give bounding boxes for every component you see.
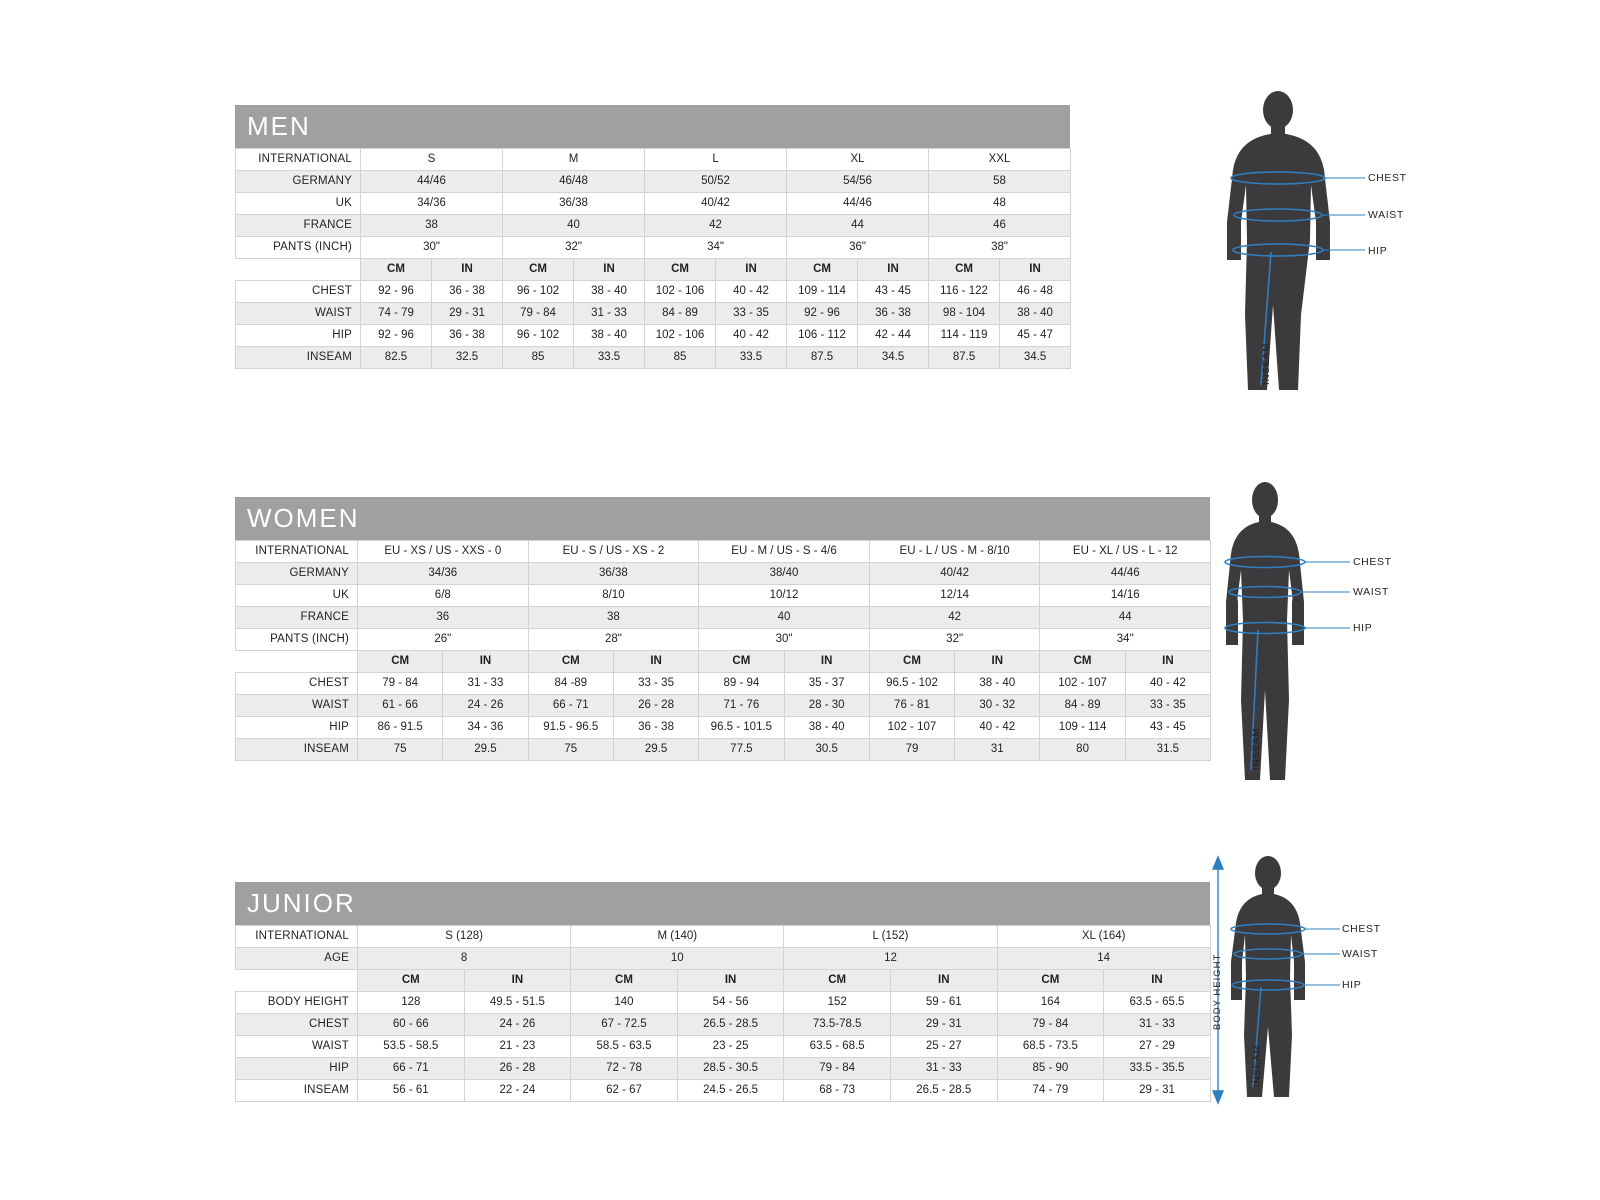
cell: 21 - 23 — [464, 1035, 571, 1057]
unit-cell: IN — [1104, 969, 1211, 991]
cell: 42 — [869, 606, 1040, 628]
cell: 84 - 89 — [1040, 694, 1125, 716]
cell: 31 - 33 — [1104, 1013, 1211, 1035]
unit-cell: CM — [503, 258, 574, 280]
women-size-chart — [235, 497, 1210, 761]
cell: 32.5 — [432, 346, 503, 368]
junior-title: JUNIOR — [235, 882, 1210, 925]
cell: 8/10 — [528, 584, 699, 606]
unit-cell: IN — [443, 650, 528, 672]
cell: 38 - 40 — [784, 716, 869, 738]
unit-row — [236, 258, 1071, 280]
cell: 67 - 72.5 — [571, 1013, 678, 1035]
cell: 40/42 — [869, 562, 1040, 584]
table-row — [236, 628, 1211, 650]
cell: 31 - 33 — [574, 302, 645, 324]
cell: 38" — [929, 236, 1071, 258]
unit-cell: CM — [358, 650, 443, 672]
cell: 36/38 — [528, 562, 699, 584]
table-row — [236, 584, 1211, 606]
cell: L — [645, 148, 787, 170]
cell: 86 - 91.5 — [358, 716, 443, 738]
cell: 46/48 — [503, 170, 645, 192]
unit-cell: IN — [574, 258, 645, 280]
table-row — [236, 214, 1071, 236]
cell: 26" — [358, 628, 529, 650]
cell: 50/52 — [645, 170, 787, 192]
cell: XL — [787, 148, 929, 170]
table-row — [236, 346, 1071, 368]
table-row — [236, 738, 1211, 760]
cell: 114 - 119 — [929, 324, 1000, 346]
unit-cell: CM — [528, 650, 613, 672]
table-row — [236, 170, 1071, 192]
cell: 30.5 — [784, 738, 869, 760]
cell: 26.5 - 28.5 — [677, 1013, 784, 1035]
men-waist-label: WAIST — [1368, 209, 1404, 221]
cell: 79 - 84 — [784, 1057, 891, 1079]
cell: 116 - 122 — [929, 280, 1000, 302]
junior-size-chart — [235, 882, 1210, 1102]
cell: 85 — [645, 346, 716, 368]
row-label: CHEST — [236, 280, 361, 302]
cell: 96 - 102 — [503, 324, 574, 346]
unit-row — [236, 650, 1211, 672]
table-row — [236, 1057, 1211, 1079]
junior-figure — [1200, 855, 1390, 1105]
men-chest-label: CHEST — [1368, 172, 1407, 184]
unit-cell: CM — [929, 258, 1000, 280]
cell: 76 - 81 — [869, 694, 954, 716]
spacer-cell — [236, 969, 358, 991]
cell: 96.5 - 101.5 — [699, 716, 784, 738]
row-label: FRANCE — [236, 606, 358, 628]
cell: 44 — [1040, 606, 1211, 628]
unit-cell: CM — [997, 969, 1104, 991]
cell: EU - XS / US - XXS - 0 — [358, 540, 529, 562]
cell: 82.5 — [361, 346, 432, 368]
unit-cell: IN — [955, 650, 1040, 672]
unit-cell: CM — [787, 258, 858, 280]
cell: 30" — [361, 236, 503, 258]
cell: 32" — [869, 628, 1040, 650]
cell: 10 — [571, 947, 784, 969]
row-label: HIP — [236, 1057, 358, 1079]
unit-cell: IN — [613, 650, 698, 672]
cell: 152 — [784, 991, 891, 1013]
cell: 46 — [929, 214, 1071, 236]
table-row — [236, 947, 1211, 969]
cell: 32" — [503, 236, 645, 258]
cell: 33 - 35 — [716, 302, 787, 324]
cell: 40/42 — [645, 192, 787, 214]
cell: 54 - 56 — [677, 991, 784, 1013]
cell: 38 — [528, 606, 699, 628]
cell: 46 - 48 — [1000, 280, 1071, 302]
men-size-chart — [235, 105, 1070, 369]
table-row — [236, 562, 1211, 584]
table-row — [236, 1013, 1211, 1035]
row-label: PANTS (INCH) — [236, 628, 358, 650]
cell: 12 — [784, 947, 997, 969]
cell: 28" — [528, 628, 699, 650]
cell: 71 - 76 — [699, 694, 784, 716]
unit-cell: CM — [571, 969, 678, 991]
cell: L (152) — [784, 925, 997, 947]
cell: 34.5 — [1000, 346, 1071, 368]
spacer-cell — [236, 650, 358, 672]
cell: 102 - 106 — [645, 324, 716, 346]
table-row — [236, 280, 1071, 302]
junior-waist-label: WAIST — [1342, 948, 1378, 960]
cell: 128 — [358, 991, 465, 1013]
unit-cell: CM — [699, 650, 784, 672]
cell: 85 - 90 — [997, 1057, 1104, 1079]
cell: S (128) — [358, 925, 571, 947]
table-row — [236, 991, 1211, 1013]
cell: 92 - 96 — [361, 324, 432, 346]
cell: EU - M / US - S - 4/6 — [699, 540, 870, 562]
cell: 6/8 — [358, 584, 529, 606]
cell: 77.5 — [699, 738, 784, 760]
cell: S — [361, 148, 503, 170]
cell: 102 - 107 — [869, 716, 954, 738]
cell: M (140) — [571, 925, 784, 947]
cell: 66 - 71 — [528, 694, 613, 716]
cell: 38 — [361, 214, 503, 236]
cell: 28 - 30 — [784, 694, 869, 716]
cell: 66 - 71 — [358, 1057, 465, 1079]
cell: 140 — [571, 991, 678, 1013]
cell: 96 - 102 — [503, 280, 574, 302]
cell: XL (164) — [997, 925, 1210, 947]
cell: 24 - 26 — [443, 694, 528, 716]
cell: 36/38 — [503, 192, 645, 214]
unit-cell: IN — [432, 258, 503, 280]
cell: EU - S / US - XS - 2 — [528, 540, 699, 562]
unit-cell: IN — [1000, 258, 1071, 280]
cell: 31 - 33 — [443, 672, 528, 694]
cell: 34" — [645, 236, 787, 258]
row-label: INSEAM — [236, 346, 361, 368]
cell: 48 — [929, 192, 1071, 214]
cell: 33.5 - 35.5 — [1104, 1057, 1211, 1079]
row-label: BODY HEIGHT — [236, 991, 358, 1013]
row-label: CHEST — [236, 672, 358, 694]
row-label: INTERNATIONAL — [236, 148, 361, 170]
cell: 102 - 106 — [645, 280, 716, 302]
cell: 72 - 78 — [571, 1057, 678, 1079]
cell: 49.5 - 51.5 — [464, 991, 571, 1013]
cell: 33.5 — [574, 346, 645, 368]
cell: 92 - 96 — [361, 280, 432, 302]
cell: 106 - 112 — [787, 324, 858, 346]
row-label: UK — [236, 584, 358, 606]
table-row — [236, 925, 1211, 947]
cell: 25 - 27 — [890, 1035, 997, 1057]
cell: 87.5 — [787, 346, 858, 368]
row-label: PANTS (INCH) — [236, 236, 361, 258]
cell: 12/14 — [869, 584, 1040, 606]
cell: 36" — [787, 236, 929, 258]
women-waist-label: WAIST — [1353, 586, 1389, 598]
junior-chest-label: CHEST — [1342, 923, 1381, 935]
unit-cell: IN — [890, 969, 997, 991]
cell: 23 - 25 — [677, 1035, 784, 1057]
table-row — [236, 302, 1071, 324]
cell: 79 - 84 — [358, 672, 443, 694]
cell: 109 - 114 — [1040, 716, 1125, 738]
cell: 29 - 31 — [432, 302, 503, 324]
unit-cell: CM — [1040, 650, 1125, 672]
cell: 109 - 114 — [787, 280, 858, 302]
cell: 80 — [1040, 738, 1125, 760]
cell: 33 - 35 — [1125, 694, 1210, 716]
row-label: HIP — [236, 716, 358, 738]
cell: 44/46 — [1040, 562, 1211, 584]
row-label: WAIST — [236, 302, 361, 324]
cell: 96.5 - 102 — [869, 672, 954, 694]
cell: 40 - 42 — [955, 716, 1040, 738]
cell: 73.5-78.5 — [784, 1013, 891, 1035]
table-row — [236, 540, 1211, 562]
cell: 79 - 84 — [997, 1013, 1104, 1035]
cell: 34/36 — [358, 562, 529, 584]
cell: 84 -89 — [528, 672, 613, 694]
row-label: INSEAM — [236, 1079, 358, 1101]
cell: 91.5 - 96.5 — [528, 716, 613, 738]
cell: 40 - 42 — [1125, 672, 1210, 694]
cell: 14/16 — [1040, 584, 1211, 606]
cell: 58.5 - 63.5 — [571, 1035, 678, 1057]
cell: 29 - 31 — [890, 1013, 997, 1035]
cell: 24.5 - 26.5 — [677, 1079, 784, 1101]
table-row — [236, 236, 1071, 258]
cell: 40 - 42 — [716, 324, 787, 346]
men-figure — [1215, 90, 1407, 400]
junior-body-illustration — [1200, 855, 1390, 1105]
unit-cell: IN — [784, 650, 869, 672]
cell: 44/46 — [361, 170, 503, 192]
cell: 56 - 61 — [358, 1079, 465, 1101]
row-label: GERMANY — [236, 170, 361, 192]
women-hip-label: HIP — [1353, 622, 1373, 634]
cell: 36 - 38 — [432, 324, 503, 346]
women-inseam-label: INSEAM — [1251, 727, 1262, 770]
cell: 24 - 26 — [464, 1013, 571, 1035]
women-body-illustration — [1210, 480, 1380, 790]
row-label: HIP — [236, 324, 361, 346]
unit-cell: IN — [1125, 650, 1210, 672]
cell: 34" — [1040, 628, 1211, 650]
women-table — [235, 540, 1211, 761]
row-label: CHEST — [236, 1013, 358, 1035]
cell: 63.5 - 65.5 — [1104, 991, 1211, 1013]
cell: 42 — [645, 214, 787, 236]
cell: 53.5 - 58.5 — [358, 1035, 465, 1057]
cell: EU - L / US - M - 8/10 — [869, 540, 1040, 562]
unit-cell: CM — [645, 258, 716, 280]
cell: 89 - 94 — [699, 672, 784, 694]
cell: 40 — [503, 214, 645, 236]
cell: 36 — [358, 606, 529, 628]
unit-cell: IN — [858, 258, 929, 280]
spacer-cell — [236, 258, 361, 280]
row-label: UK — [236, 192, 361, 214]
cell: 42 - 44 — [858, 324, 929, 346]
cell: 33 - 35 — [613, 672, 698, 694]
cell: 10/12 — [699, 584, 870, 606]
row-label: GERMANY — [236, 562, 358, 584]
cell: 22 - 24 — [464, 1079, 571, 1101]
women-chest-label: CHEST — [1353, 556, 1392, 568]
cell: 74 - 79 — [997, 1079, 1104, 1101]
unit-cell: IN — [464, 969, 571, 991]
unit-cell: CM — [358, 969, 465, 991]
cell: 85 — [503, 346, 574, 368]
cell: 61 - 66 — [358, 694, 443, 716]
cell: 43 - 45 — [1125, 716, 1210, 738]
cell: 8 — [358, 947, 571, 969]
junior-table — [235, 925, 1211, 1102]
cell: 26 - 28 — [464, 1057, 571, 1079]
cell: 44 — [787, 214, 929, 236]
cell: 40 — [699, 606, 870, 628]
cell: 98 - 104 — [929, 302, 1000, 324]
cell: 36 - 38 — [432, 280, 503, 302]
cell: 43 - 45 — [858, 280, 929, 302]
table-row — [236, 606, 1211, 628]
table-row — [236, 1035, 1211, 1057]
unit-cell: IN — [716, 258, 787, 280]
cell: 29.5 — [613, 738, 698, 760]
cell: 27 - 29 — [1104, 1035, 1211, 1057]
cell: 45 - 47 — [1000, 324, 1071, 346]
row-label: WAIST — [236, 694, 358, 716]
cell: 44/46 — [787, 192, 929, 214]
women-figure — [1210, 480, 1392, 790]
table-row — [236, 148, 1071, 170]
men-inseam-label: INSEAM — [1261, 342, 1272, 385]
men-title: MEN — [235, 105, 1070, 148]
unit-row — [236, 969, 1211, 991]
cell: 26 - 28 — [613, 694, 698, 716]
cell: 34 - 36 — [443, 716, 528, 738]
cell: 31.5 — [1125, 738, 1210, 760]
cell: 31 - 33 — [890, 1057, 997, 1079]
table-row — [236, 1079, 1211, 1101]
cell: 102 - 107 — [1040, 672, 1125, 694]
cell: 14 — [997, 947, 1210, 969]
cell: 40 - 42 — [716, 280, 787, 302]
row-label: AGE — [236, 947, 358, 969]
cell: 74 - 79 — [361, 302, 432, 324]
cell: 79 — [869, 738, 954, 760]
cell: 30 - 32 — [955, 694, 1040, 716]
row-label: FRANCE — [236, 214, 361, 236]
cell: 38/40 — [699, 562, 870, 584]
cell: 38 - 40 — [1000, 302, 1071, 324]
unit-cell: IN — [677, 969, 784, 991]
table-row — [236, 716, 1211, 738]
table-row — [236, 672, 1211, 694]
cell: 68 - 73 — [784, 1079, 891, 1101]
women-title: WOMEN — [235, 497, 1210, 540]
row-label: WAIST — [236, 1035, 358, 1057]
cell: M — [503, 148, 645, 170]
cell: 68.5 - 73.5 — [997, 1035, 1104, 1057]
cell: 34.5 — [858, 346, 929, 368]
table-row — [236, 324, 1071, 346]
row-label: INTERNATIONAL — [236, 925, 358, 947]
cell: 35 - 37 — [784, 672, 869, 694]
cell: 36 - 38 — [858, 302, 929, 324]
unit-cell: CM — [869, 650, 954, 672]
junior-hip-label: HIP — [1342, 979, 1362, 991]
row-label: INSEAM — [236, 738, 358, 760]
cell: 26.5 - 28.5 — [890, 1079, 997, 1101]
cell: 84 - 89 — [645, 302, 716, 324]
table-row — [236, 192, 1071, 214]
unit-cell: CM — [361, 258, 432, 280]
cell: 63.5 - 68.5 — [784, 1035, 891, 1057]
cell: 54/56 — [787, 170, 929, 192]
cell: 38 - 40 — [955, 672, 1040, 694]
cell: XXL — [929, 148, 1071, 170]
cell: 79 - 84 — [503, 302, 574, 324]
junior-body-height-label: BODY HEIGHT — [1212, 953, 1223, 1030]
cell: 92 - 96 — [787, 302, 858, 324]
junior-inseam-label: INSEAM — [1252, 1044, 1263, 1087]
cell: 75 — [528, 738, 613, 760]
row-label: INTERNATIONAL — [236, 540, 358, 562]
men-table — [235, 148, 1071, 369]
cell: 31 — [955, 738, 1040, 760]
cell: 38 - 40 — [574, 280, 645, 302]
cell: 38 - 40 — [574, 324, 645, 346]
cell: 34/36 — [361, 192, 503, 214]
cell: 29 - 31 — [1104, 1079, 1211, 1101]
cell: 28.5 - 30.5 — [677, 1057, 784, 1079]
table-row — [236, 694, 1211, 716]
cell: EU - XL / US - L - 12 — [1040, 540, 1211, 562]
cell: 59 - 61 — [890, 991, 997, 1013]
cell: 60 - 66 — [358, 1013, 465, 1035]
cell: 75 — [358, 738, 443, 760]
cell: 164 — [997, 991, 1104, 1013]
cell: 58 — [929, 170, 1071, 192]
cell: 30" — [699, 628, 870, 650]
cell: 62 - 67 — [571, 1079, 678, 1101]
cell: 36 - 38 — [613, 716, 698, 738]
unit-cell: CM — [784, 969, 891, 991]
cell: 29.5 — [443, 738, 528, 760]
men-hip-label: HIP — [1368, 245, 1388, 257]
cell: 33.5 — [716, 346, 787, 368]
cell: 87.5 — [929, 346, 1000, 368]
